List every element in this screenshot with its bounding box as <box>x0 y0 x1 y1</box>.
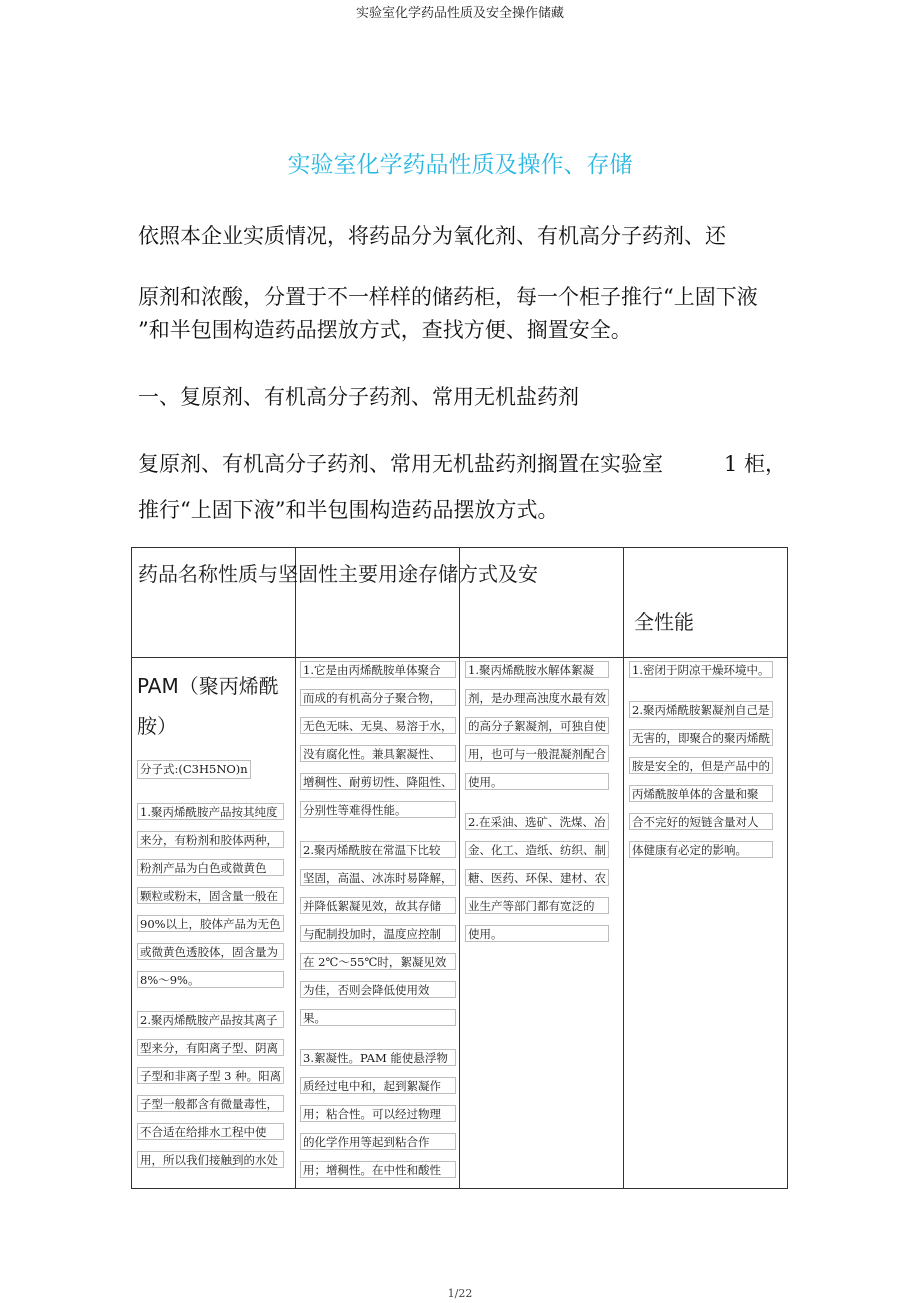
paragraph-gap <box>300 829 456 841</box>
intro-line-1: 依照本企业实质情况，将药品分为氧化剂、有机高分子药剂、还 <box>138 224 726 248</box>
col-storage-safety <box>629 661 773 869</box>
col-properties <box>300 661 456 1189</box>
col4-text-line: 丙烯酰胺单体的含量和聚 <box>629 785 773 802</box>
paragraph-gap <box>629 689 773 701</box>
col1-text-line: 90%以上，胶体产品为无色 <box>137 915 284 932</box>
col1-text-line: 型来分，有阳离子型、阴离 <box>137 1039 284 1056</box>
col2-text-line: 质经过电中和，起到絮凝作 <box>300 1077 456 1094</box>
col1-text-line: 子型一般都含有微量毒性， <box>137 1095 284 1112</box>
col-name <box>137 666 284 1179</box>
document-title: 实验室化学药品性质及操作、存储 <box>287 152 633 178</box>
page-number: 1/22 <box>447 1287 473 1300</box>
col2-text-line: 并降低絮凝见效，故其存储 <box>300 897 456 914</box>
chemical-name-line-2: 胺） <box>137 714 177 738</box>
intro-line-2: 原剂和浓酸，分置于不一样样的储药柜，每一个柜子推行“上固下液 <box>138 285 758 309</box>
col3-text-line: 的高分子絮凝剂，可独自使 <box>465 717 609 734</box>
col2-text-line: 2.聚丙烯酰胺在常温下比较 <box>300 841 456 858</box>
col4-text-line: 合不完好的短链含量对人 <box>629 813 773 830</box>
col1-text-line: 粉剂产品为白色或微黄色 <box>137 859 284 876</box>
col1-text-line: 颗粒或粉末，固含量一般在 <box>137 887 284 904</box>
col2-text-line: 果。 <box>300 1009 456 1026</box>
col1-text-line: 2.聚丙烯酰胺产品按其离子 <box>137 1011 284 1028</box>
col3-text-line: 剂，是办理高浊度水最有效 <box>465 689 609 706</box>
col-uses <box>465 661 609 953</box>
col1-text-line: 用，所以我们接触到的水处 <box>137 1151 284 1168</box>
section1-line-1b: 1 柜， <box>724 452 787 476</box>
col2-text-line: 无色无味、无臭、易溶于水， <box>300 717 456 734</box>
col4-text-line: 胺是安全的，但是产品中的 <box>629 757 773 774</box>
section1-line-1a: 复原剂、有机高分子药剂、常用无机盐药剂搁置在实验室 <box>138 452 663 476</box>
col3-text-line: 糖、医药、环保、建材、农 <box>465 869 609 886</box>
col4-text-line: 体健康有必定的影响。 <box>629 841 773 858</box>
col1-text-line: 来分，有粉剂和胶体两种， <box>137 831 284 848</box>
col1-text-line: 不合适在给排水工程中使 <box>137 1123 284 1140</box>
col2-text-line: 用；增稠性。在中性和酸性 <box>300 1161 456 1178</box>
section1-line-2: 推行“上固下液”和半包围构造药品摆放方式。 <box>138 498 559 522</box>
intro-line-3: ”和半包围构造药品摆放方式，查找方便、搁置安全。 <box>138 318 632 342</box>
col2-text-line: 而成的有机高分子聚合物， <box>300 689 456 706</box>
col1-text-line: 或微黄色透胶体，固含量为 <box>137 943 284 960</box>
col2-text-line: 1.它是由丙烯酰胺单体聚合 <box>300 661 456 678</box>
col2-text-line: 增稠性、耐剪切性、降阻性、 <box>300 773 456 790</box>
col3-text-line: 使用。 <box>465 925 609 942</box>
col2-text-line: 没有腐化性。兼具絮凝性、 <box>300 745 456 762</box>
col2-text-line: 3.絮凝性。PAM 能使悬浮物 <box>300 1049 456 1066</box>
col3-text-line: 业生产等部门都有宽泛的 <box>465 897 609 914</box>
col3-text-line: 1.聚丙烯酰胺水解体絮凝 <box>465 661 609 678</box>
col2-text-line: 的化学作用等起到粘合作 <box>300 1133 456 1150</box>
table-header-line-1: 药品名称性质与坚固性主要用途存储方式及安 <box>138 562 538 586</box>
col3-text-line: 2.在采油、选矿、洗煤、冶 <box>465 813 609 830</box>
col2-text-line: 坚固，高温、冰冻时易降解， <box>300 869 456 886</box>
col2-text-line: 为佳，否则会降低使用效 <box>300 981 456 998</box>
paragraph-gap <box>137 999 284 1011</box>
col4-text-line: 1.密闭于阴凉干燥环境中。 <box>629 661 773 678</box>
col1-text-line: 子型和非离子型 3 种。阳离 <box>137 1067 284 1084</box>
col4-text-line: 2.聚丙烯酰胺絮凝剂自己是 <box>629 701 773 718</box>
section-heading-1: 一、复原剂、有机高分子药剂、常用无机盐药剂 <box>138 385 579 409</box>
col2-text-line: 与配制投加时，温度应控制 <box>300 925 456 942</box>
table-header-line-2: 全性能 <box>634 610 694 634</box>
chemical-name-line-1: PAM（聚丙烯酰 <box>137 674 279 698</box>
col2-text-line: 用；粘合性。可以经过物理 <box>300 1105 456 1122</box>
col1-text-line: 1.聚丙烯酰胺产品按其纯度 <box>137 803 284 820</box>
col3-text-line: 用，也可与一般混凝剂配合 <box>465 745 609 762</box>
paragraph-gap <box>300 1037 456 1049</box>
paragraph-gap <box>465 801 609 813</box>
col2-text-line: 在 2℃～55℃时，絮凝见效 <box>300 953 456 970</box>
col-name-notes <box>137 803 284 1168</box>
col3-text-line: 金、化工、造纸、纺织、制 <box>465 841 609 858</box>
col2-text-line: 分别性等难得性能。 <box>300 801 456 818</box>
page-header: 实验室化学药品性质及安全操作储藏 <box>355 6 564 21</box>
col1-text-line: 8%～9%。 <box>137 971 284 988</box>
col3-text-line: 使用。 <box>465 773 609 790</box>
col4-text-line: 无害的，即聚合的聚丙烯酰 <box>629 729 773 746</box>
molecular-formula: 分子式:(C3H5NO)n <box>137 760 251 779</box>
